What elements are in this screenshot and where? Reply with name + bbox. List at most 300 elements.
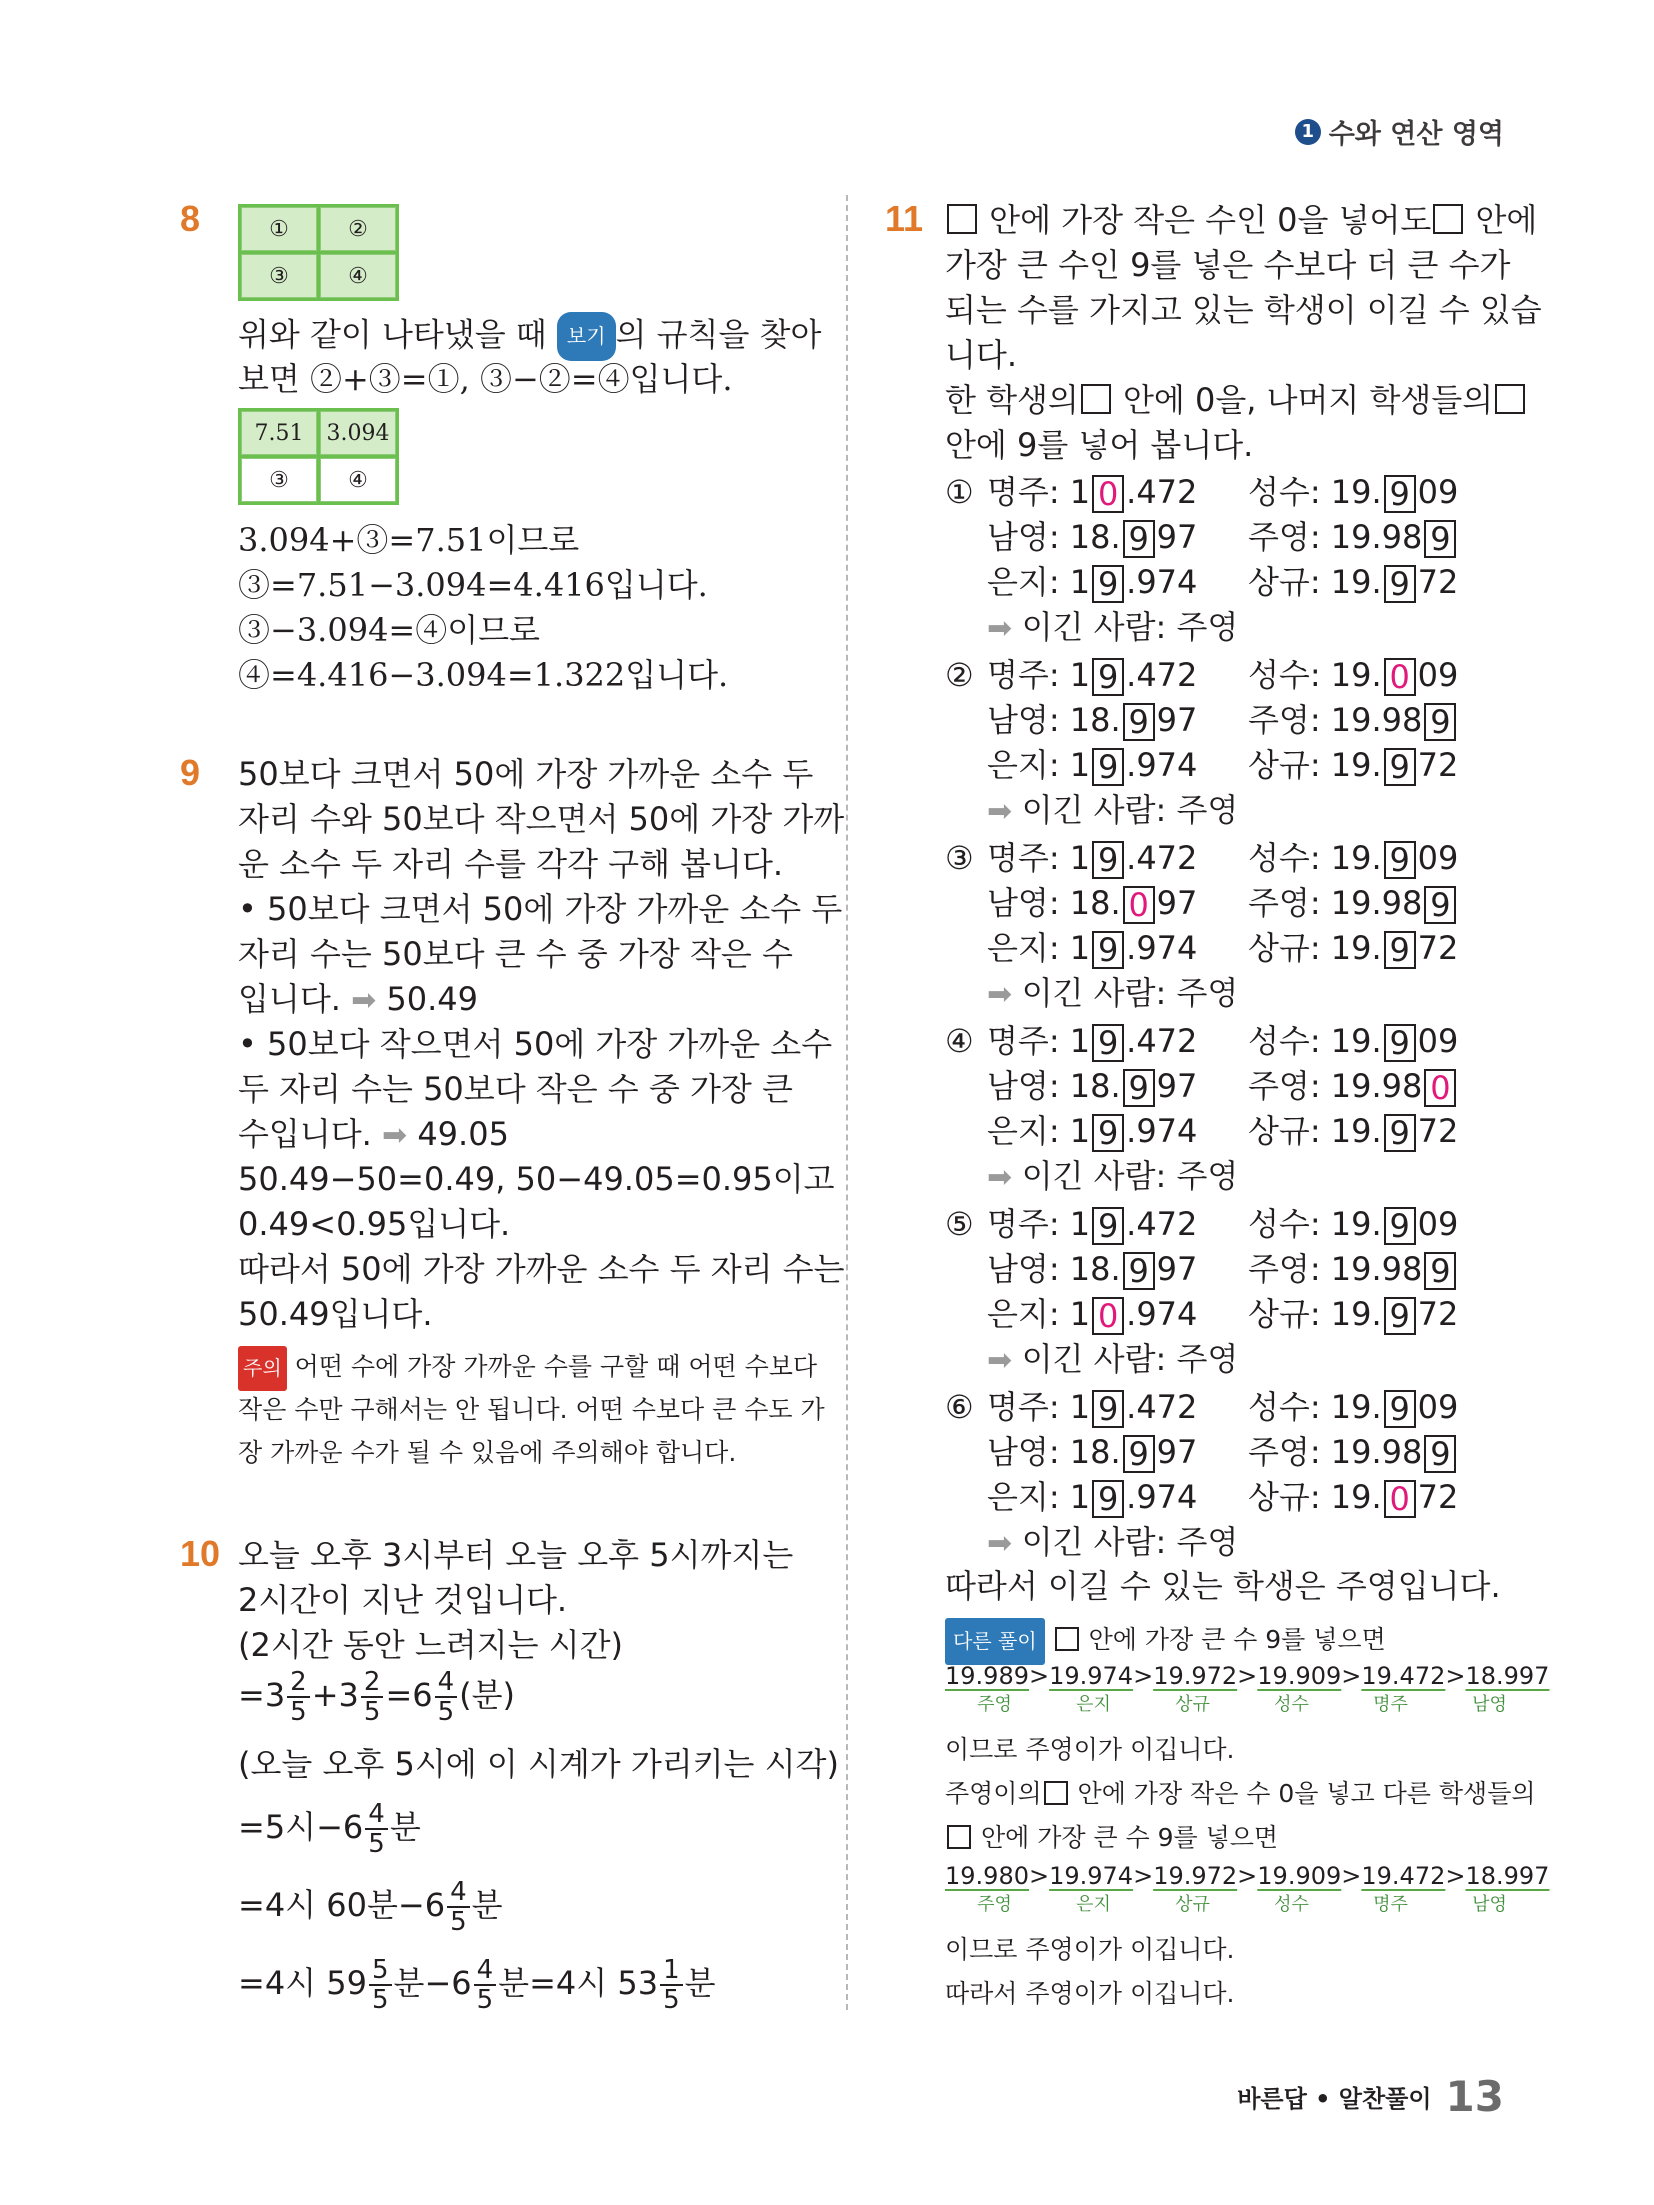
case-row — [1248, 881, 1458, 926]
student-value: 명주: 1 — [987, 656, 1091, 694]
ranking-value: 19.974 — [1049, 1862, 1134, 1890]
right-arrow-icon: ➡ — [987, 977, 1022, 1012]
answer-box: 9 — [1384, 841, 1416, 879]
grid-cell: ① — [241, 207, 317, 251]
right-arrow-icon: ➡ — [987, 611, 1022, 646]
fraction: $\frac{5}{5}$ — [369, 1956, 392, 2014]
answer-box: 9 — [1424, 1435, 1456, 1473]
winner-text: 이긴 사람: 주영 — [1021, 1340, 1239, 1378]
answer-box: 9 — [1384, 475, 1416, 513]
p11-line — [945, 198, 1537, 243]
eq-text: 분 — [471, 1886, 503, 1924]
case-row — [945, 836, 1197, 881]
ranking-value: 19.989 — [945, 1662, 1029, 1690]
p9-line: 0.49<0.95입니다. — [238, 1205, 511, 1243]
blank-box — [1495, 384, 1525, 414]
case-row — [1248, 515, 1458, 560]
student-value: 상규: 19. — [1248, 746, 1382, 784]
right-arrow-icon: ➡ — [987, 794, 1022, 829]
section-title: 수와 연산 영역 — [1328, 119, 1504, 150]
greater-than-sign: > — [1445, 1862, 1466, 1890]
p9-line — [238, 1112, 509, 1158]
eq-text: =5시−6 — [238, 1808, 364, 1846]
case-row — [945, 698, 1197, 743]
student-value: .472 — [1126, 1022, 1198, 1060]
student-value: 97 — [1156, 518, 1198, 556]
winner-text: 이긴 사람: 주영 — [1021, 1157, 1239, 1195]
case-row — [945, 1019, 1197, 1064]
grid-cell: ③ — [241, 458, 317, 502]
case-row — [945, 515, 1197, 560]
answer-box: 9 — [1123, 1252, 1155, 1290]
student-value: 09 — [1417, 1388, 1459, 1426]
case-winner — [987, 788, 1238, 834]
ranking-name: 성수 — [1274, 1694, 1309, 1715]
p11-line — [945, 378, 1527, 423]
case-row — [1248, 560, 1458, 605]
problem-number-10: 10 — [180, 1533, 221, 1574]
student-value: 명주: 1 — [987, 839, 1091, 877]
student-value: 은지: 1 — [987, 746, 1091, 784]
case-label: ⑥ — [945, 1388, 974, 1426]
answer-box: 9 — [1384, 1390, 1416, 1428]
student-value: 남영: 18. — [987, 1250, 1121, 1288]
alt-solution-label: 다른 풀이 — [945, 1618, 1045, 1665]
grid-example — [238, 204, 399, 301]
student-value: 은지: 1 — [987, 929, 1091, 967]
blank-box — [947, 1825, 971, 1849]
student-value: 주영: 19.98 — [1248, 518, 1423, 556]
student-value: 주영: 19.98 — [1248, 1067, 1423, 1105]
p8-text-line — [238, 312, 821, 361]
answer-box: 9 — [1092, 841, 1124, 879]
ranking-name: 명주 — [1373, 1894, 1408, 1915]
p10-equation — [238, 1956, 716, 2014]
p9-line: • 50보다 크면서 50에 가장 가까운 소수 두 — [238, 890, 843, 928]
right-arrow-icon: ➡ — [351, 983, 377, 1018]
student-value: 97 — [1156, 1250, 1198, 1288]
student-value: 상규: 19. — [1248, 929, 1382, 967]
case-row — [1248, 1247, 1458, 1292]
case-row — [945, 1475, 1197, 1520]
case-label: ① — [945, 473, 974, 511]
ranking-value: 18.997 — [1465, 1862, 1550, 1890]
case-winner — [987, 971, 1238, 1017]
p8-text: 위와 같이 나타냈을 때 — [238, 315, 547, 354]
answer-box: 9 — [1384, 565, 1416, 603]
student-value: 은지: 1 — [987, 1295, 1091, 1333]
p9-text: 수입니다. — [238, 1115, 372, 1153]
grid-cell: ③ — [241, 254, 317, 298]
case-row — [945, 1109, 1197, 1154]
answer-box: 9 — [1384, 1114, 1416, 1152]
eq-text: +3 — [311, 1676, 359, 1714]
answer-box: 9 — [1092, 1114, 1124, 1152]
student-value: 은지: 1 — [987, 563, 1091, 601]
student-value: 97 — [1156, 1433, 1198, 1471]
case-winner — [987, 1154, 1238, 1200]
answer-box: 9 — [1384, 748, 1416, 786]
p11-line: 가장 큰 수인 9를 넣은 수보다 더 큰 수가 — [945, 246, 1511, 284]
fraction: $\frac{4}{5}$ — [365, 1800, 388, 1858]
student-value: 남영: 18. — [987, 1067, 1121, 1105]
case-label: ④ — [945, 1022, 974, 1060]
ranking-value: 19.472 — [1361, 1862, 1446, 1890]
eq-text: 분=4시 53 — [498, 1964, 659, 2002]
student-value: 남영: 18. — [987, 1433, 1121, 1471]
winner-text: 이긴 사람: 주영 — [1021, 1523, 1239, 1561]
eq-text: 분 — [389, 1808, 421, 1846]
ranking-name: 상규 — [1175, 1894, 1210, 1915]
p9-line: 50보다 크면서 50에 가장 가까운 소수 두 — [238, 755, 814, 793]
student-value: .974 — [1126, 1478, 1198, 1516]
student-value: .974 — [1126, 563, 1198, 601]
grid-cell: 7.51 — [241, 411, 317, 455]
ranking-name: 은지 — [1076, 1694, 1111, 1715]
student-value: 은지: 1 — [987, 1112, 1091, 1150]
p11-line: 니다. — [945, 336, 1017, 374]
case-row — [1248, 1064, 1458, 1109]
fraction: $\frac{1}{5}$ — [660, 1956, 683, 2014]
student-value: 72 — [1417, 563, 1459, 601]
p9-line: 따라서 50에 가장 가까운 소수 두 자리 수는 — [238, 1250, 845, 1288]
ranking-name: 성수 — [1274, 1894, 1309, 1915]
student-value: .472 — [1126, 1388, 1198, 1426]
eq-text: =3 — [238, 1676, 286, 1714]
ranking-name: 주영 — [977, 1894, 1012, 1915]
answer-box: 0 — [1424, 1069, 1456, 1107]
student-value: .472 — [1126, 473, 1198, 511]
ranking-value: 19.909 — [1257, 1862, 1342, 1890]
ranking-1 — [945, 1662, 1549, 1716]
caution-text: 장 가까운 수가 될 수 있음에 주의해야 합니다. — [238, 1438, 737, 1467]
answer-box: 9 — [1424, 520, 1456, 558]
student-value: 97 — [1156, 701, 1198, 739]
case-row — [1248, 1385, 1458, 1430]
grid-cell: ④ — [320, 458, 396, 502]
section-header — [1295, 112, 1504, 151]
blank-box — [947, 204, 977, 234]
student-value: 주영: 19.98 — [1248, 1433, 1423, 1471]
case-winner — [987, 605, 1238, 651]
answer-box: 9 — [1092, 1207, 1124, 1245]
case-row — [1248, 698, 1458, 743]
p11-line: 되는 수를 가지고 있는 학생이 이길 수 있습 — [945, 291, 1542, 329]
p8-line: ④=4.416−3.094=1.322입니다. — [238, 656, 729, 694]
fraction: $\frac{4}{5}$ — [447, 1878, 470, 1936]
p10-line: (오늘 오후 5시에 이 시계가 가리키는 시각) — [238, 1745, 839, 1783]
case-row — [945, 1292, 1197, 1337]
case-winner — [987, 1337, 1238, 1383]
p10-line: 2시간이 지난 것입니다. — [238, 1581, 568, 1619]
case-row — [1248, 1109, 1458, 1154]
caution-text: 어떤 수에 가장 가까운 수를 구할 때 어떤 수보다 — [294, 1352, 818, 1381]
student-value: 성수: 19. — [1248, 1022, 1382, 1060]
alt-solution-line — [945, 1772, 1536, 1815]
student-value: 남영: 18. — [987, 518, 1121, 556]
case-row — [1248, 743, 1458, 788]
case-row — [945, 1202, 1197, 1247]
answer-box: 0 — [1384, 1480, 1416, 1518]
greater-than-sign: > — [1237, 1662, 1258, 1690]
student-value: .472 — [1126, 656, 1198, 694]
case-row — [945, 881, 1197, 926]
student-value: 은지: 1 — [987, 1478, 1091, 1516]
student-value: 성수: 19. — [1248, 1388, 1382, 1426]
p8-line: 3.094+③=7.51이므로 — [238, 521, 580, 559]
alt-solution-line — [945, 1816, 1278, 1859]
problem-number-9: 9 — [180, 752, 201, 793]
grid-problem — [238, 408, 399, 505]
case-row — [945, 1430, 1197, 1475]
p10-equation — [238, 1800, 421, 1858]
case-row — [1248, 836, 1458, 881]
example-pill: 보기 — [557, 312, 616, 361]
greater-than-sign: > — [1133, 1862, 1154, 1890]
case-row — [945, 470, 1197, 515]
student-value: .974 — [1126, 929, 1198, 967]
case-row — [945, 1247, 1197, 1292]
page-footer — [1237, 2072, 1504, 2121]
p11-text: 한 학생의 — [945, 381, 1079, 419]
ranking-value: 19.974 — [1049, 1662, 1134, 1690]
greater-than-sign: > — [1445, 1662, 1466, 1690]
case-row — [1248, 926, 1458, 971]
p9-text: 입니다. — [238, 980, 341, 1018]
section-number-badge: 1 — [1295, 119, 1321, 145]
problem-number-8: 8 — [180, 198, 201, 239]
student-value: 09 — [1417, 656, 1459, 694]
student-value: 97 — [1156, 1067, 1198, 1105]
ranking-names — [945, 1890, 1549, 1916]
case-row — [945, 653, 1197, 698]
student-value: 성수: 19. — [1248, 839, 1382, 877]
student-value: .974 — [1126, 746, 1198, 784]
student-value: 명주: 1 — [987, 473, 1091, 511]
answer-box: 9 — [1424, 703, 1456, 741]
student-value: .974 — [1126, 1112, 1198, 1150]
answer-box: 9 — [1424, 1252, 1456, 1290]
student-value: .974 — [1126, 1295, 1198, 1333]
p11-line: 안에 9를 넣어 봅니다. — [945, 426, 1254, 464]
answer-box: 9 — [1123, 703, 1155, 741]
ranking-names — [945, 1690, 1549, 1716]
ranking-value: 19.980 — [945, 1862, 1029, 1890]
winner-text: 이긴 사람: 주영 — [1021, 608, 1239, 646]
p9-line: 자리 수는 50보다 큰 수 중 가장 작은 수 — [238, 935, 793, 973]
case-row — [1248, 1475, 1458, 1520]
student-value: 주영: 19.98 — [1248, 701, 1423, 739]
caution-note — [238, 1345, 817, 1391]
student-value: 명주: 1 — [987, 1022, 1091, 1060]
alt-text: 안에 가장 작은 수 0을 넣고 다른 학생들의 — [1069, 1779, 1536, 1808]
student-value: 남영: 18. — [987, 701, 1121, 739]
ranking-name: 은지 — [1076, 1894, 1111, 1915]
ranking-values — [945, 1862, 1549, 1890]
student-value: 남영: 18. — [987, 884, 1121, 922]
p9-line: 운 소수 두 자리 수를 각각 구해 봅니다. — [238, 845, 784, 883]
student-value: 09 — [1417, 473, 1459, 511]
right-arrow-icon: ➡ — [987, 1160, 1022, 1195]
greater-than-sign: > — [1237, 1862, 1258, 1890]
p9-line: 50.49−50=0.49, 50−49.05=0.95이고 — [238, 1160, 835, 1198]
fraction: $\frac{2}{5}$ — [287, 1668, 310, 1726]
p9-line — [238, 977, 478, 1023]
answer-box: 9 — [1384, 1207, 1416, 1245]
case-row — [945, 1064, 1197, 1109]
student-value: 상규: 19. — [1248, 563, 1382, 601]
student-value: 명주: 1 — [987, 1388, 1091, 1426]
fraction: $\frac{4}{5}$ — [474, 1956, 497, 2014]
student-value: 72 — [1417, 746, 1459, 784]
answer-box: 0 — [1092, 475, 1124, 513]
student-value: 09 — [1417, 1205, 1459, 1243]
student-value: 성수: 19. — [1248, 656, 1382, 694]
greater-than-sign: > — [1028, 1862, 1050, 1890]
case-row — [945, 560, 1197, 605]
student-value: 72 — [1417, 1112, 1459, 1150]
eq-text: =4시 59 — [238, 1964, 367, 2002]
winner-text: 이긴 사람: 주영 — [1021, 974, 1239, 1012]
ranking-value: 19.972 — [1153, 1862, 1238, 1890]
p8-line: ③=7.51−3.094=4.416입니다. — [238, 566, 708, 604]
case-row — [945, 743, 1197, 788]
eq-text: 분−6 — [393, 1964, 472, 2002]
answer-box: 9 — [1092, 565, 1124, 603]
ranking-name: 남영 — [1472, 1894, 1507, 1915]
answer-box: 9 — [1092, 931, 1124, 969]
right-arrow-icon: ➡ — [987, 1526, 1022, 1561]
answer-box: 9 — [1123, 1435, 1155, 1473]
alt-text: 안에 가장 큰 수 9를 넣으면 — [973, 1823, 1279, 1852]
student-value: 97 — [1156, 884, 1198, 922]
page-number: 13 — [1445, 2072, 1504, 2121]
answer-box: 9 — [1123, 520, 1155, 558]
caution-label: 주의 — [238, 1346, 287, 1391]
column-divider — [846, 195, 848, 2010]
alt-solution-line — [945, 1618, 1386, 1665]
ranking-value: 19.972 — [1153, 1662, 1238, 1690]
ranking-2 — [945, 1862, 1549, 1916]
p10-equation — [238, 1878, 503, 1936]
greater-than-sign: > — [1341, 1862, 1362, 1890]
p10-line: (2시간 동안 느려지는 시간) — [238, 1626, 623, 1664]
p8-text: 의 규칙을 찾아 — [615, 315, 822, 354]
alt-text: 주영이의 — [945, 1779, 1042, 1808]
alt-text: 안에 가장 큰 수 9를 넣으면 — [1080, 1625, 1386, 1654]
blank-box — [1044, 1781, 1068, 1805]
greater-than-sign: > — [1133, 1662, 1154, 1690]
greater-than-sign: > — [1028, 1662, 1050, 1690]
blank-box — [1055, 1627, 1079, 1651]
caution-text: 작은 수만 구해서는 안 됩니다. 어떤 수보다 큰 수도 가 — [238, 1395, 825, 1424]
answer-box: 9 — [1092, 1024, 1124, 1062]
p11-text: 안에 0을, 나머지 학생들의 — [1112, 381, 1494, 419]
eq-text: =4시 60분−6 — [238, 1886, 446, 1924]
p9-line: 두 자리 수는 50보다 작은 수 중 가장 큰 — [238, 1070, 793, 1108]
answer-box: 9 — [1384, 931, 1416, 969]
problem-number-11: 11 — [885, 198, 924, 239]
eq-text: (분) — [459, 1676, 516, 1714]
ranking-value: 18.997 — [1465, 1662, 1550, 1690]
answer-box: 9 — [1092, 748, 1124, 786]
student-value: 72 — [1417, 1478, 1459, 1516]
eq-text: 분 — [684, 1964, 716, 2002]
grid-cell: ② — [320, 207, 396, 251]
student-value: 상규: 19. — [1248, 1112, 1382, 1150]
p10-equation — [238, 1668, 515, 1726]
student-value: 상규: 19. — [1248, 1295, 1382, 1333]
alt-text: 이므로 주영이가 이깁니다. — [945, 1735, 1235, 1764]
answer-box: 9 — [1384, 1297, 1416, 1335]
ranking-values — [945, 1662, 1549, 1690]
student-value: 주영: 19.98 — [1248, 1250, 1423, 1288]
case-row — [1248, 1430, 1458, 1475]
answer-box: 0 — [1123, 886, 1155, 924]
answer-box: 9 — [1123, 1069, 1155, 1107]
p9-line: • 50보다 작으면서 50에 가장 가까운 소수 — [238, 1025, 833, 1063]
student-value: 09 — [1417, 839, 1459, 877]
right-arrow-icon: ➡ — [382, 1118, 408, 1153]
student-value: 상규: 19. — [1248, 1478, 1382, 1516]
case-label: ② — [945, 656, 974, 694]
case-row — [945, 926, 1197, 971]
student-value: 72 — [1417, 1295, 1459, 1333]
answer-box: 9 — [1092, 658, 1124, 696]
student-value: 성수: 19. — [1248, 473, 1382, 511]
answer-box: 9 — [1424, 886, 1456, 924]
ranking-name: 주영 — [977, 1694, 1012, 1715]
answer-box: 0 — [1384, 658, 1416, 696]
case-label: ⑤ — [945, 1205, 974, 1243]
p9-line: 자리 수와 50보다 작으면서 50에 가장 가까 — [238, 800, 845, 838]
p9-line: 50.49입니다. — [238, 1295, 433, 1333]
alt-text: 이므로 주영이가 이깁니다. — [945, 1935, 1235, 1964]
case-row — [1248, 1292, 1458, 1337]
blank-box — [1081, 384, 1111, 414]
answer-box: 9 — [1092, 1390, 1124, 1428]
footer-text: 바른답 • 알찬풀이 — [1237, 2085, 1432, 2113]
ranking-value: 19.909 — [1257, 1662, 1342, 1690]
p10-line: 오늘 오후 3시부터 오늘 오후 5시까지는 — [238, 1536, 794, 1574]
student-value: .472 — [1126, 839, 1198, 877]
student-value: .472 — [1126, 1205, 1198, 1243]
greater-than-sign: > — [1341, 1662, 1362, 1690]
case-winner — [987, 1520, 1238, 1566]
case-row — [1248, 470, 1458, 515]
student-value: 성수: 19. — [1248, 1205, 1382, 1243]
fraction: $\frac{4}{5}$ — [435, 1668, 458, 1726]
p9-answer: 49.05 — [417, 1115, 509, 1153]
student-value: 명주: 1 — [987, 1205, 1091, 1243]
p8-text-line: 보면 ②+③=①, ③−②=④입니다. — [238, 360, 733, 398]
p11-conclusion: 따라서 이길 수 있는 학생은 주영입니다. — [945, 1567, 1501, 1605]
student-value: 주영: 19.98 — [1248, 884, 1423, 922]
ranking-name: 명주 — [1373, 1694, 1408, 1715]
case-row — [1248, 1019, 1458, 1064]
fraction: $\frac{2}{5}$ — [361, 1668, 384, 1726]
case-row — [1248, 653, 1458, 698]
ranking-name: 상규 — [1175, 1694, 1210, 1715]
p11-text: 안에 — [1465, 201, 1538, 239]
ranking-name: 남영 — [1472, 1694, 1507, 1715]
blank-box — [1433, 204, 1463, 234]
eq-text: =6 — [385, 1676, 433, 1714]
student-value: 72 — [1417, 929, 1459, 967]
right-arrow-icon: ➡ — [987, 1343, 1022, 1378]
answer-box: 0 — [1092, 1297, 1124, 1335]
p8-line: ③−3.094=④이므로 — [238, 611, 540, 649]
